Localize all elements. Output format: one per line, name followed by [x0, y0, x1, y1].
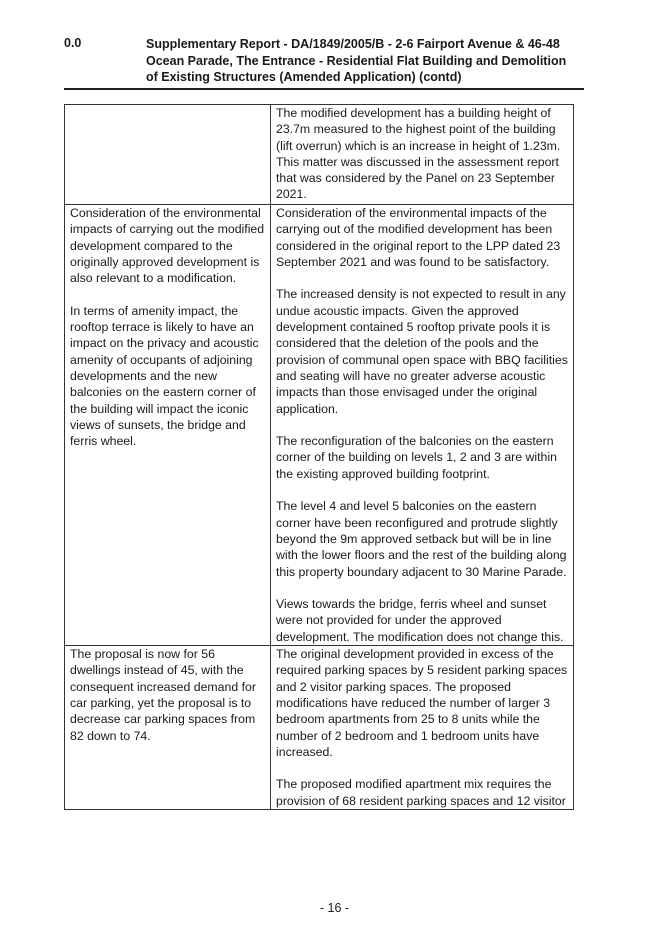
response-cell: [271, 646, 574, 810]
response-paragraph: The proposed modified apartment mix requires the provision of 68 resident parking spaces and 12 visitor: [276, 777, 566, 808]
table-row: [65, 105, 574, 205]
response-paragraph: Consideration of the environmental impacts of the carrying out of the modified development has been considered in the original report to the LPP dated 23 September 2021 and was found to be satisfactory.: [276, 206, 561, 269]
report-title-line: Supplementary Report - DA/1849/2005/B - 2-6 Fairport Avenue & 46-48: [146, 37, 560, 51]
response-paragraph: The reconfiguration of the balconies on the eastern corner of the building on levels 1, 2 and 3 are within the existing approved building footprint.: [276, 434, 557, 481]
response-cell: [271, 205, 574, 646]
response-paragraph: The original development provided in excess of the required parking spaces by 5 resident parking spaces and 2 visitor parking spaces. The proposed modifications have reduced the number of larger 3 bedroom apartments from 25 to 8 units while the number of 2 bedroom and 1 bedroom units have increased.: [276, 647, 568, 759]
issue-cell: [65, 646, 271, 810]
issue-paragraph: The proposal is now for 56 dwellings instead of 45, with the consequent increased demand for car parking, yet the proposal is to decrease car parking spaces from 82 down to 74.: [70, 647, 256, 743]
issue-cell: [65, 205, 271, 646]
issue-paragraph: In terms of amenity impact, the rooftop terrace is likely to have an impact on the privacy and acoustic amenity of occupants of adjoining developments and the new balconies on the eastern corner of the building will impact the iconic views of sunsets, the bridge and ferris wheel.: [70, 303, 259, 449]
assessment-table: [64, 104, 574, 810]
page-number: - 16 -: [319, 901, 350, 915]
table-row: [65, 646, 574, 810]
report-title-line: of Existing Structures (Amended Application) (contd): [146, 70, 462, 84]
table-row: [65, 205, 574, 646]
issue-paragraph: Consideration of the environmental impacts of carrying out the modified development compared to the originally approved development is also relevant to a modification.: [70, 206, 265, 286]
section-number: 0.0: [64, 36, 82, 50]
report-title: [146, 36, 586, 86]
response-paragraph: Views towards the bridge, ferris wheel and sunset were not provided for under the approved development. The modification does not change this.: [276, 597, 564, 644]
header-divider: [64, 88, 584, 90]
response-paragraph: The modified development has a building height of 23.7m measured to the highest point of the building (lift overrun) which is an increase in height of 1.23m. This matter was discussed in the assessment report that was considered by the Panel on 23 September 2021.: [276, 106, 561, 202]
report-title-line: Ocean Parade, The Entrance - Residential Flat Building and Demolition: [146, 53, 567, 68]
issue-cell: [65, 105, 271, 205]
response-cell: [271, 105, 574, 205]
response-paragraph: The level 4 and level 5 balconies on the eastern corner have been reconfigured and protrude slightly beyond the 9m approved setback but will be in line with the lower floors and the rest of the building along this property boundary adjacent to 30 Marine Parade.: [276, 499, 567, 579]
response-paragraph: The increased density is not expected to result in any undue acoustic impacts. Given the approved development contained 5 rooftop private pools it is considered that the deletion of the pools and the provision of communal open space with BBQ facilities and seating will have no greater adverse acoustic impacts than those envisaged under the original application.: [276, 287, 568, 416]
